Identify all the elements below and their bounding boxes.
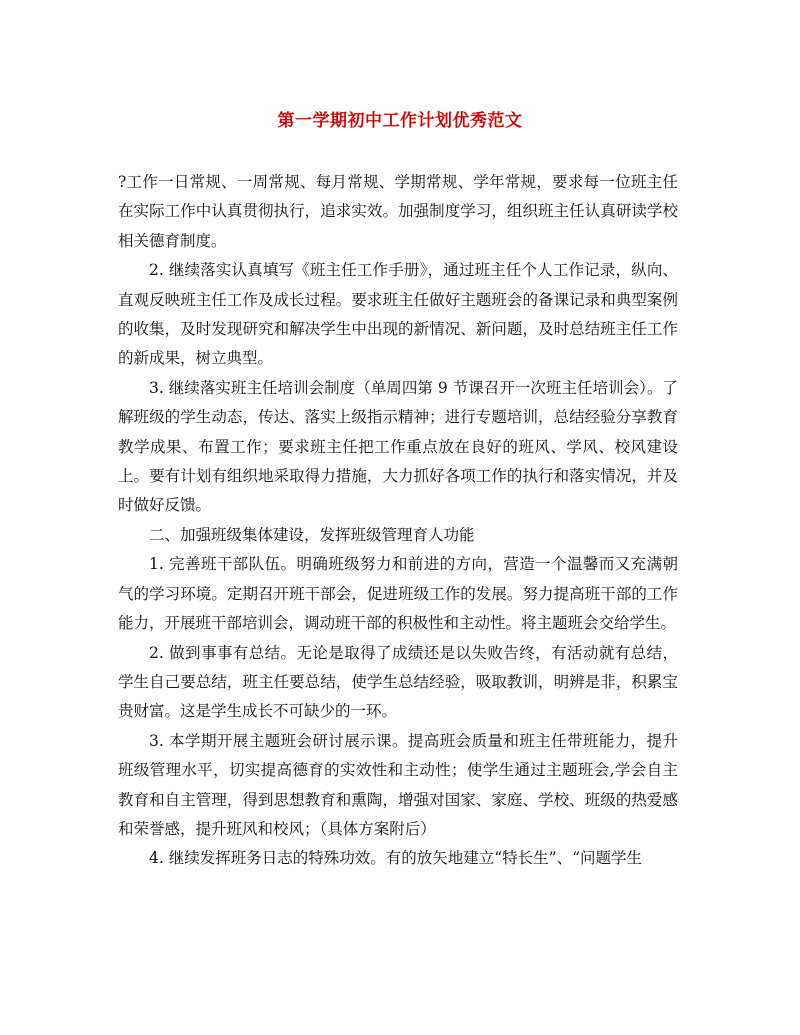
paragraph-class-log: 4. 继续发挥班务日志的特殊功效。有的放矢地建立“特长生”、“问题学生 <box>149 849 642 868</box>
paragraph-handbook: 2. 继续落实认真填写《班主任工作手册》，通过班主任个人工作记录，纵向、直观反映班主任工作及成长过程。要求班主任做好主题班会的备课记录和典型案例的收集，及时发现研究和解决学生中出现的新情况、新问题，及时总结班主任工作的新成果，树立典型。 <box>118 261 678 368</box>
paragraph-class-cadres: 1. 完善班干部队伍。明确班级努力和前进的方向，营造一个温馨而又充满朝气的学习环境。定期召开班干部会，促进班级工作的发展。努力提高班干部的工作能力，开展班干部培训会，调动班干部的积极性和主动性。将主题班会交给学生。 <box>118 555 678 633</box>
paragraph-theme-meeting: 3. 本学期开展主题班会研讨展示课。提高班会质量和班主任带班能力，提升班级管理水平，切实提高德育的实效性和主动性；使学生通过主题班会,学会自主教育和自主管理，得到思想教育和熏陶，增强对国家、家庭、学校、班级的热爱感和荣誉感，提升班风和校风；（具体方案附后） <box>118 731 678 838</box>
document-title: 第一学期初中工作计划优秀范文 <box>277 111 523 131</box>
document-body <box>118 168 678 874</box>
paragraph-summary: 2. 做到事事有总结。无论是取得了成绩还是以失败告终，有活动就有总结，学生自己要总结，班主任要总结，使学生总结经验，吸取教训，明辨是非，积累宝贵财富。这是学生成长不可缺少的一环。 <box>118 643 678 721</box>
paragraph-routine: ?工作一日常规、一周常规、每月常规、学期常规、学年常规，要求每一位班主任在实际工作中认真贯彻执行，追求实效。加强制度学习，组织班主任认真研读学校相关德育制度。 <box>118 173 678 250</box>
paragraph-training-meeting: 3. 继续落实班主任培训会制度（单周四第 9 节课召开一次班主任培训会）。了解班级的学生动态，传达、落实上级指示精神；进行专题培训，总结经验分享教育教学成果、布置工作；要求班主任把工作重点放在良好的班风、学风、校风建设上。要有计划有组织地采取得力措施，大力抓好各项工作的执行和落实情况，并及时做好反馈。 <box>118 378 678 515</box>
section-heading-class-building: 二、加强班级集体建设，发挥班级管理育人功能 <box>149 525 475 544</box>
